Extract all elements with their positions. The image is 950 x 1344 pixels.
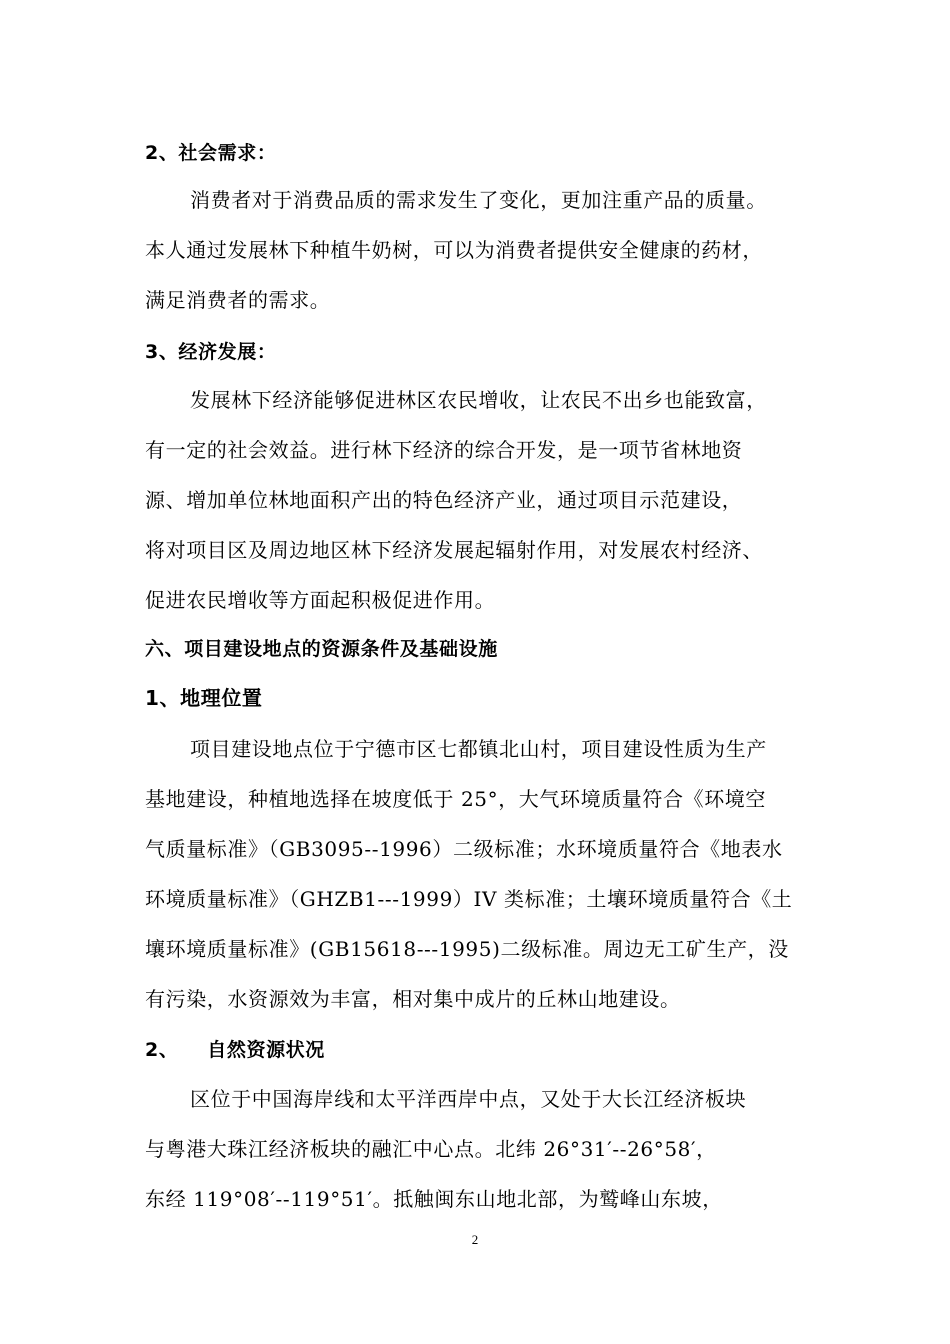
paragraph-line: 区位于中国海岸线和太平洋西岸中点，又处于大长江经济板块	[190, 1087, 747, 1111]
paragraph-line: 发展林下经济能够促进林区农民增收，让农民不出乡也能致富，	[190, 388, 767, 412]
paragraph-line: 东经 119°08′--119°51′。抵触闽东山地北部，为鹫峰山东坡，	[145, 1187, 723, 1211]
paragraph-line: 基地建设，种植地选择在坡度低于 25°，大气环境质量符合《环境空	[145, 787, 767, 811]
paragraph-line: 消费者对于消费品质的需求发生了变化，更加注重产品的质量。	[190, 188, 767, 212]
paragraph-line: 气质量标准》（GB3095--1996）二级标准；水环境质量符合《地表水	[145, 837, 783, 861]
section-heading-social-demand: 2、社会需求：	[145, 142, 277, 164]
paragraph-line: 源、增加单位林地面积产出的特色经济产业，通过项目示范建设，	[145, 488, 743, 512]
section-heading-geographic-location: 1、地理位置	[145, 686, 263, 710]
paragraph-line: 壤环境质量标准》(GB15618---1995)二级标准。周边无工矿生产，没	[145, 937, 789, 961]
paragraph-line: 与粤港大珠江经济板块的融汇中心点。北纬 26°31′--26°58′，	[145, 1137, 717, 1161]
section-heading-economic-development: 3、经济发展：	[145, 341, 277, 363]
paragraph-line: 有一定的社会效益。进行林下经济的综合开发，是一项节省林地资	[145, 438, 743, 462]
paragraph-line: 将对项目区及周边地区林下经济发展起辐射作用，对发展农村经济、	[145, 538, 763, 562]
paragraph-line: 本人通过发展林下种植牛奶树，可以为消费者提供安全健康的药材，	[145, 238, 763, 262]
paragraph-line: 有污染，水资源效为丰富，相对集中成片的丘林山地建设。	[145, 987, 681, 1011]
paragraph-line: 促进农民增收等方面起积极促进作用。	[145, 588, 496, 612]
paragraph-line: 满足消费者的需求。	[145, 288, 331, 312]
section-heading-natural-resources: 2、 自然资源状况	[145, 1039, 325, 1061]
chapter-heading-resources-infrastructure: 六、项目建设地点的资源条件及基础设施	[145, 638, 498, 660]
paragraph-line: 环境质量标准》（GHZB1---1999）IV 类标准；土壤环境质量符合《土	[145, 887, 793, 911]
page-number: 2	[471, 1232, 479, 1247]
paragraph-line: 项目建设地点位于宁德市区七都镇北山村，项目建设性质为生产	[190, 737, 767, 761]
